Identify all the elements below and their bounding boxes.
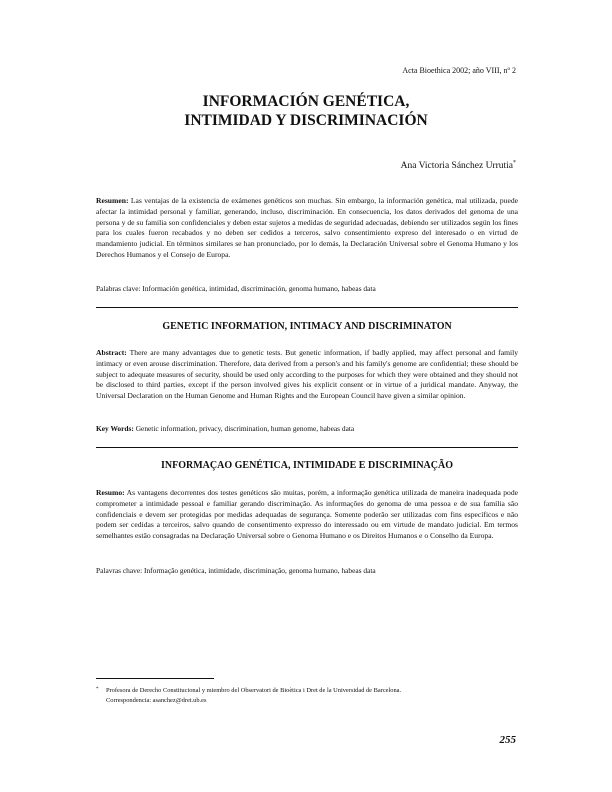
footnote-line-2: Correspondencia: asanchez@dret.ub.es [106,696,207,704]
english-abstract [96,348,518,402]
portuguese-abstract [96,488,518,542]
spanish-abstract-text: Las ventajas de la existencia de exámenes genéticos son muchas. Sin embargo, la información genética, mal utilizada, puede afectar la intimidad personal y familiar, generando, incluso, discriminación. En consecuencia, los datos derivados del genoma de una persona y de su familia son confidenciales y deben estar sujetos a medidas de seguridad adecuadas, debiendo ser utilizados según los fines para los cuales fueron recabados y no deben ser cedidos a terceros, salvo consentimiento expreso del interesado o en virtud de mandamiento judicial. En términos similares se han pronunciado, por lo demás, la Declaración Universal sobre el Genoma Humano y los Derechos Humanos y el Consejo de Europa. [96,196,518,259]
footnote-divider [96,678,214,679]
portuguese-keywords-text: Informação genética, intimidade, discriminação, genoma humano, habeas data [142,566,376,575]
author-footnote-mark: * [513,160,516,166]
portuguese-heading: INFORMAÇAO GENÉTICA, INTIMIDADE E DISCRIMINAÇÃO [161,460,453,471]
english-keywords-text: Genetic information, privacy, discrimination, human genome, habeas data [133,424,355,433]
portuguese-keywords-label: Palavras chave: [96,566,143,575]
section-divider [96,447,518,448]
spanish-keywords-text: Información genética, intimidad, discriminación, genoma humano, habeas data [140,284,376,293]
article-title [96,92,516,130]
english-keywords [96,424,518,433]
spanish-abstract-label: Resumen: [96,196,129,205]
english-keywords-label: Key Words: [96,424,134,433]
spanish-abstract [96,196,518,261]
journal-reference: Acta Bioethica 2002; año VIII, nº 2 [402,66,516,75]
footnote [96,686,516,705]
footnote-mark: * [96,687,99,692]
portuguese-keywords [96,566,518,575]
footnote-line-1: Profesora de Derecho Constitucional y miembro del Observatori de Bioètica i Dret de la Universidad de Barcelona. [106,687,402,694]
section-divider [96,307,518,308]
title-line-1: INFORMACIÓN GENÉTICA, [202,93,410,110]
portuguese-abstract-text: As vantagens decorrentes dos testes genéticos são muitas, porém, a informação genética utilizada de maneira inadequada pode comprometer a intimidade pessoal e familiar gerando discriminação. As informações do genoma de uma pessoa e de sua família são confidenciais e devem ser protegidas por medidas adequadas de segurança. Somente poderão ser utilizadas com fins específicos e não podem ser cedidas a terceiros, salvo quando de consentimento expresso do interessado ou em virtude de mandato judicial. Em termos semelhantes estão consagradas na Declaração Universal sobre o Genoma Humano e os Direitos Humanos e o Conselho da Europa. [96,488,518,541]
spanish-keywords [96,284,518,293]
author-line [401,160,516,171]
spanish-keywords-label: Palabras clave: [96,284,141,293]
page-number: 255 [499,734,516,746]
english-abstract-label: Abstract: [96,348,127,357]
english-heading: GENETIC INFORMATION, INTIMACY AND DISCRIMINATON [162,321,452,332]
title-line-2: INTIMIDAD Y DISCRIMINACIÓN [184,112,428,129]
author-name: Ana Victoria Sánchez Urrutia [400,161,513,172]
portuguese-abstract-label: Resumo: [96,488,125,497]
english-abstract-text: There are many advantages due to genetic tests. But genetic information, if badly applied, may affect personal and family intimacy or even arouse discrimination. Therefore, data derived from a person's and his family's genome are confidential; these should be subject to adequate measures of security, should be used only according to the purposes for which they were obtained and they should not be disclosed to third parties, except if the person involved gives his explicit consent or in virtue of a juridical mandate. Anyway, the Universal Declaration on the Human Genome and Human Rights and the European Council have given a similar opinion. [96,348,518,401]
